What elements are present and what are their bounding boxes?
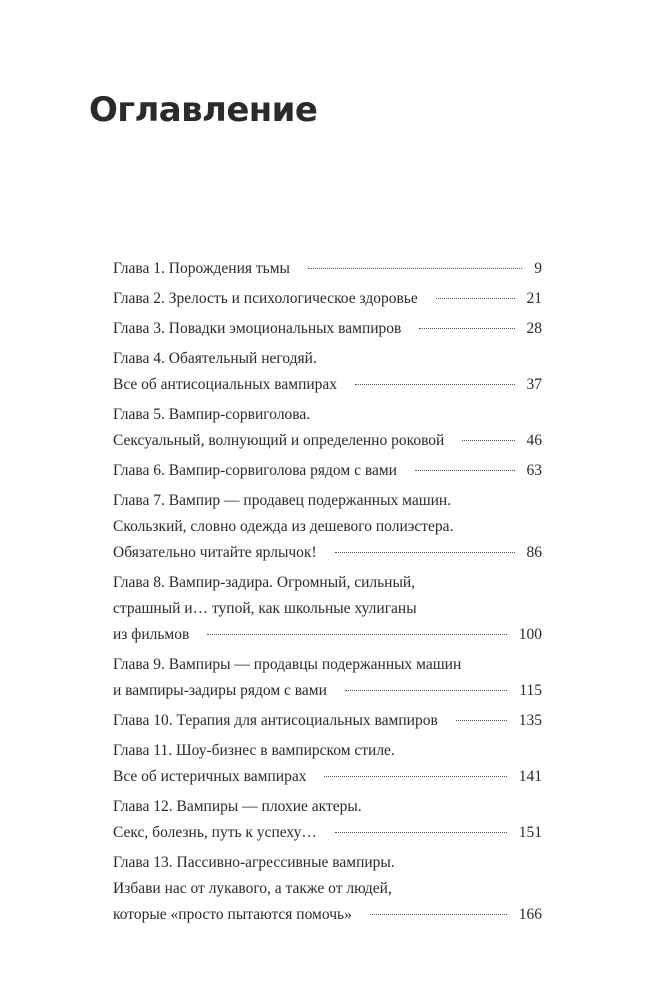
dot-leader xyxy=(415,470,515,471)
toc-entry xyxy=(113,794,542,846)
toc-entry-last-line xyxy=(113,428,542,454)
toc-entry xyxy=(113,256,542,282)
toc-page-number: 37 xyxy=(526,376,542,393)
toc-entry-text: Сексуальный, волнующий и определенно роковой xyxy=(113,432,445,449)
toc-entry xyxy=(113,570,542,648)
toc-entry-text: которые «просто пытаются помочь» xyxy=(113,906,352,923)
toc-page-number: 28 xyxy=(526,320,542,337)
toc-entry-text: Глава 1. Порождения тьмы xyxy=(113,260,290,277)
toc-entry-last-line xyxy=(113,372,542,398)
toc-entry-text: Глава 6. Вампир-сорвиголова рядом с вами xyxy=(113,462,397,479)
toc-entry-text: Секс, болезнь, путь к успеху… xyxy=(113,824,317,841)
toc-entry-text: Обязательно читайте ярлычок! xyxy=(113,544,317,561)
dot-leader xyxy=(419,328,514,329)
toc-entry-last-line xyxy=(113,540,542,566)
toc-entry-text: Все об истеричных вампирах xyxy=(113,768,307,785)
toc-entry-last-line xyxy=(113,458,542,484)
toc-entry xyxy=(113,652,542,704)
toc-entry-line: Глава 4. Обаятельный негодяй. xyxy=(113,350,317,367)
dot-leader xyxy=(345,690,507,691)
toc-entry-line: Глава 13. Пассивно-агрессивные вампиры. xyxy=(113,854,395,871)
dot-leader xyxy=(456,720,507,721)
toc-entry-text: Глава 10. Терапия для антисоциальных вампиров xyxy=(113,712,438,729)
toc-entry-line: страшный и… тупой, как школьные хулиганы xyxy=(113,600,417,617)
dot-leader xyxy=(324,776,506,777)
toc-page-number: 135 xyxy=(518,712,542,729)
toc-page-number: 166 xyxy=(518,906,542,923)
toc-entry xyxy=(113,488,542,566)
dot-leader xyxy=(335,832,507,833)
toc-entry-last-line xyxy=(113,820,542,846)
toc-page-number: 63 xyxy=(526,462,542,479)
toc-page-number: 100 xyxy=(518,626,542,643)
toc-entry-last-line xyxy=(113,678,542,704)
toc-entry-line: Глава 8. Вампир-задира. Огромный, сильный, xyxy=(113,574,416,591)
toc-entry xyxy=(113,738,542,790)
toc-entry xyxy=(113,316,542,342)
toc-entry-text: Глава 3. Повадки эмоциональных вампиров xyxy=(113,320,402,337)
page-title: Оглавление xyxy=(89,90,318,130)
toc-entry-line: Глава 12. Вампиры — плохие актеры. xyxy=(113,798,362,815)
table-of-contents xyxy=(113,256,542,932)
toc-entry xyxy=(113,286,542,312)
toc-page-number: 141 xyxy=(518,768,542,785)
dot-leader xyxy=(207,634,506,635)
toc-entry-line: Скользкий, словно одежда из дешевого полиэстера. xyxy=(113,518,454,535)
toc-entry-last-line xyxy=(113,902,542,928)
toc-entry-line: Глава 9. Вампиры — продавцы подержанных машин xyxy=(113,656,462,673)
toc-entry xyxy=(113,402,542,454)
toc-entry-text: Все об антисоциальных вампирах xyxy=(113,376,338,393)
toc-entry-last-line xyxy=(113,622,542,648)
toc-entry-last-line xyxy=(113,764,542,790)
toc-page-number: 46 xyxy=(526,432,542,449)
dot-leader xyxy=(335,552,515,553)
dot-leader xyxy=(462,440,514,441)
toc-page-number: 9 xyxy=(534,260,542,277)
toc-entry-last-line xyxy=(113,256,542,282)
toc-page-number: 151 xyxy=(518,824,542,841)
toc-entry xyxy=(113,708,542,734)
toc-entry-line: Глава 5. Вампир-сорвиголова. xyxy=(113,406,311,423)
dot-leader xyxy=(370,914,507,915)
dot-leader xyxy=(308,268,522,269)
toc-entry-line: Избави нас от лукавого, а также от людей, xyxy=(113,880,392,897)
toc-entry-last-line xyxy=(113,286,542,312)
toc-page-number: 115 xyxy=(519,682,542,699)
toc-entry-last-line xyxy=(113,708,542,734)
toc-entry-text: и вампиры-задиры рядом с вами xyxy=(113,682,327,699)
toc-entry xyxy=(113,458,542,484)
toc-entry-text: Глава 2. Зрелость и психологическое здоровье xyxy=(113,290,418,307)
toc-entry xyxy=(113,346,542,398)
toc-entry-last-line xyxy=(113,316,542,342)
toc-page-number: 86 xyxy=(526,544,542,561)
dot-leader xyxy=(355,384,514,385)
dot-leader xyxy=(436,298,515,299)
toc-entry-line: Глава 11. Шоу-бизнес в вампирском стиле. xyxy=(113,742,395,759)
toc-entry-text: из фильмов xyxy=(113,626,190,643)
toc-entry-line: Глава 7. Вампир — продавец подержанных машин. xyxy=(113,492,452,509)
toc-page-number: 21 xyxy=(526,290,542,307)
toc-entry xyxy=(113,850,542,928)
